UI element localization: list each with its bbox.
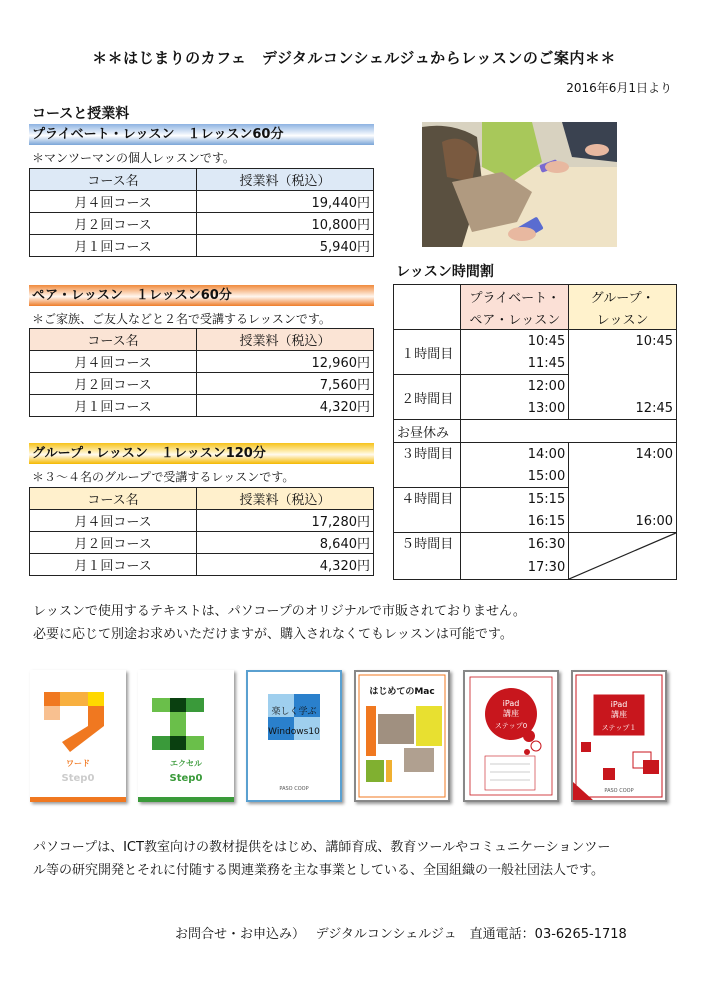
course-price: 4,320円 <box>197 395 374 417</box>
course-name: 月１回コース <box>30 235 197 257</box>
course-price: 8,640円 <box>197 532 374 554</box>
lesson-photo <box>422 122 617 247</box>
group-lesson-note: ＊３～４名のグループで受講するレッスンです。 <box>32 470 295 484</box>
pair-lesson-header: ペア・レッスン １レッスン60分 <box>29 285 374 306</box>
private-lesson-header: プライベート・レッスン １レッスン60分 <box>29 124 374 145</box>
col-group-line2: レッスン <box>569 307 677 330</box>
start-time: 10:45 <box>461 330 569 353</box>
svg-text:PASO COOP: PASO COOP <box>279 786 309 792</box>
start-time: 16:30 <box>461 533 569 557</box>
svg-text:エクセル: エクセル <box>170 759 202 768</box>
svg-text:PASO COOP: PASO COOP <box>604 788 634 794</box>
excel-cover-icon <box>138 670 234 797</box>
group-empty <box>569 465 677 488</box>
word-cover-icon <box>30 670 126 797</box>
lunch-row <box>394 420 677 443</box>
people-using-smartphones-image <box>422 122 617 247</box>
course-price: 12,960円 <box>197 351 374 373</box>
book-windows10 <box>246 670 342 802</box>
course-price: 5,940円 <box>197 235 374 257</box>
about-line2: ル等の研究開発とそれに付随する関連業務を主な事業としている、全国組織の一般社団法人です。 <box>33 863 604 878</box>
schedule-row <box>394 443 677 466</box>
ipad-step1-cover-icon <box>573 672 665 800</box>
book-excel-step0 <box>138 670 234 802</box>
private-lesson-note: ＊マンツーマンの個人レッスンです。 <box>32 151 235 165</box>
svg-text:はじめてのMac: はじめてのMac <box>369 687 435 697</box>
book-ipad-step1 <box>571 670 667 802</box>
textbook-note <box>33 600 526 646</box>
fees-section-title: コースと授業料 <box>32 106 130 122</box>
col-price: 授業料（税込） <box>197 329 374 351</box>
schedule-row <box>394 330 677 353</box>
schedule-row <box>394 488 677 511</box>
pair-fee-table <box>29 328 374 417</box>
svg-text:iPad: iPad <box>610 700 628 709</box>
col-course-name: コース名 <box>30 488 197 510</box>
textbook-note-line2: 必要に応じて別途お求めいただけますが、購入されなくてもレッスンは可能です。 <box>33 627 513 642</box>
period-label: ５時間目 <box>394 533 461 580</box>
table-row <box>30 373 374 395</box>
book-ipad-step0 <box>463 670 559 802</box>
group-start-time: 10:45 <box>569 330 677 353</box>
period-label: ２時間目 <box>394 375 461 420</box>
table-row <box>30 395 374 417</box>
end-time: 17:30 <box>461 556 569 580</box>
group-lesson-header: グループ・レッスン １レッスン120分 <box>29 443 374 464</box>
group-empty <box>569 375 677 398</box>
course-price: 19,440円 <box>197 191 374 213</box>
schedule-table <box>393 284 677 580</box>
lunch-empty <box>461 420 677 443</box>
end-time: 16:15 <box>461 510 569 533</box>
table-row <box>30 235 374 257</box>
svg-text:Step0: Step0 <box>61 773 95 784</box>
group-na-cell <box>569 533 677 580</box>
schedule-section-title: レッスン時間割 <box>396 264 494 280</box>
course-name: 月１回コース <box>30 395 197 417</box>
period-label: ４時間目 <box>394 488 461 533</box>
course-name: 月４回コース <box>30 191 197 213</box>
svg-text:iPad: iPad <box>502 699 520 708</box>
page-title: ＊＊はじまりのカフェ デジタルコンシェルジュからレッスンのご案内＊＊ <box>92 49 616 67</box>
group-empty <box>569 488 677 511</box>
table-row <box>30 351 374 373</box>
mac-cover-icon <box>356 672 448 800</box>
corner-cell <box>394 285 461 330</box>
about-line1: パソコープは、ICT教室向けの教材提供をはじめ、講師育成、教育ツールやコミュニケーションツー <box>33 840 611 855</box>
course-name: 月４回コース <box>30 351 197 373</box>
svg-text:講座: 講座 <box>503 709 519 718</box>
contact-info: お問合せ・お申込み） デジタルコンシェルジュ 直通電話：03-6265-1718 <box>175 927 627 942</box>
period-label: １時間目 <box>394 330 461 375</box>
col-course-name: コース名 <box>30 169 197 191</box>
table-row <box>30 191 374 213</box>
schedule-row <box>394 375 677 398</box>
end-time: 11:45 <box>461 352 569 375</box>
group-fee-table <box>29 487 374 576</box>
course-name: 月４回コース <box>30 510 197 532</box>
col-price: 授業料（税込） <box>197 169 374 191</box>
course-price: 4,320円 <box>197 554 374 576</box>
end-time: 13:00 <box>461 397 569 420</box>
end-time: 15:00 <box>461 465 569 488</box>
book-mac-beginner <box>354 670 450 802</box>
course-name: 月２回コース <box>30 213 197 235</box>
start-time: 14:00 <box>461 443 569 466</box>
table-row <box>30 213 374 235</box>
textbook-note-line1: レッスンで使用するテキストは、パソコープのオリジナルで市販されておりません。 <box>33 604 526 619</box>
course-name: 月２回コース <box>30 373 197 395</box>
svg-text:ステップ0: ステップ0 <box>494 722 528 730</box>
diagonal-slash-icon <box>569 533 676 579</box>
about-paragraph <box>33 836 610 882</box>
col-course-name: コース名 <box>30 329 197 351</box>
group-end-time: 12:45 <box>569 397 677 420</box>
table-row <box>30 554 374 576</box>
schedule-row <box>394 533 677 557</box>
course-price: 10,800円 <box>197 213 374 235</box>
svg-text:講座: 講座 <box>611 710 627 719</box>
ipad-step0-cover-icon <box>465 672 557 800</box>
col-group: グループ・ <box>569 285 677 308</box>
book-word-step0 <box>30 670 126 802</box>
table-row <box>30 532 374 554</box>
col-private-pair-line2: ペア・レッスン <box>461 307 569 330</box>
group-end-time: 16:00 <box>569 510 677 533</box>
lunch-label: お昼休み <box>394 420 461 443</box>
start-time: 12:00 <box>461 375 569 398</box>
svg-text:ステップ１: ステップ１ <box>601 724 637 732</box>
course-name: 月２回コース <box>30 532 197 554</box>
col-private-pair: プライベート・ <box>461 285 569 308</box>
course-price: 7,560円 <box>197 373 374 395</box>
course-price: 17,280円 <box>197 510 374 532</box>
effective-date: 2016年6月1日より <box>566 81 672 95</box>
group-empty <box>569 352 677 375</box>
start-time: 15:15 <box>461 488 569 511</box>
windows10-cover-icon <box>248 672 340 800</box>
svg-text:楽しく学ぶ: 楽しく学ぶ <box>271 707 317 717</box>
group-start-time: 14:00 <box>569 443 677 466</box>
private-fee-table <box>29 168 374 257</box>
svg-text:Step0: Step0 <box>169 773 203 784</box>
table-row <box>30 510 374 532</box>
pair-lesson-note: ＊ご家族、ご友人などと２名で受講するレッスンです。 <box>32 312 331 326</box>
svg-text:ワード: ワード <box>66 759 90 768</box>
col-price: 授業料（税込） <box>197 488 374 510</box>
svg-text:Windows10: Windows10 <box>268 727 320 737</box>
period-label: ３時間目 <box>394 443 461 488</box>
course-name: 月１回コース <box>30 554 197 576</box>
